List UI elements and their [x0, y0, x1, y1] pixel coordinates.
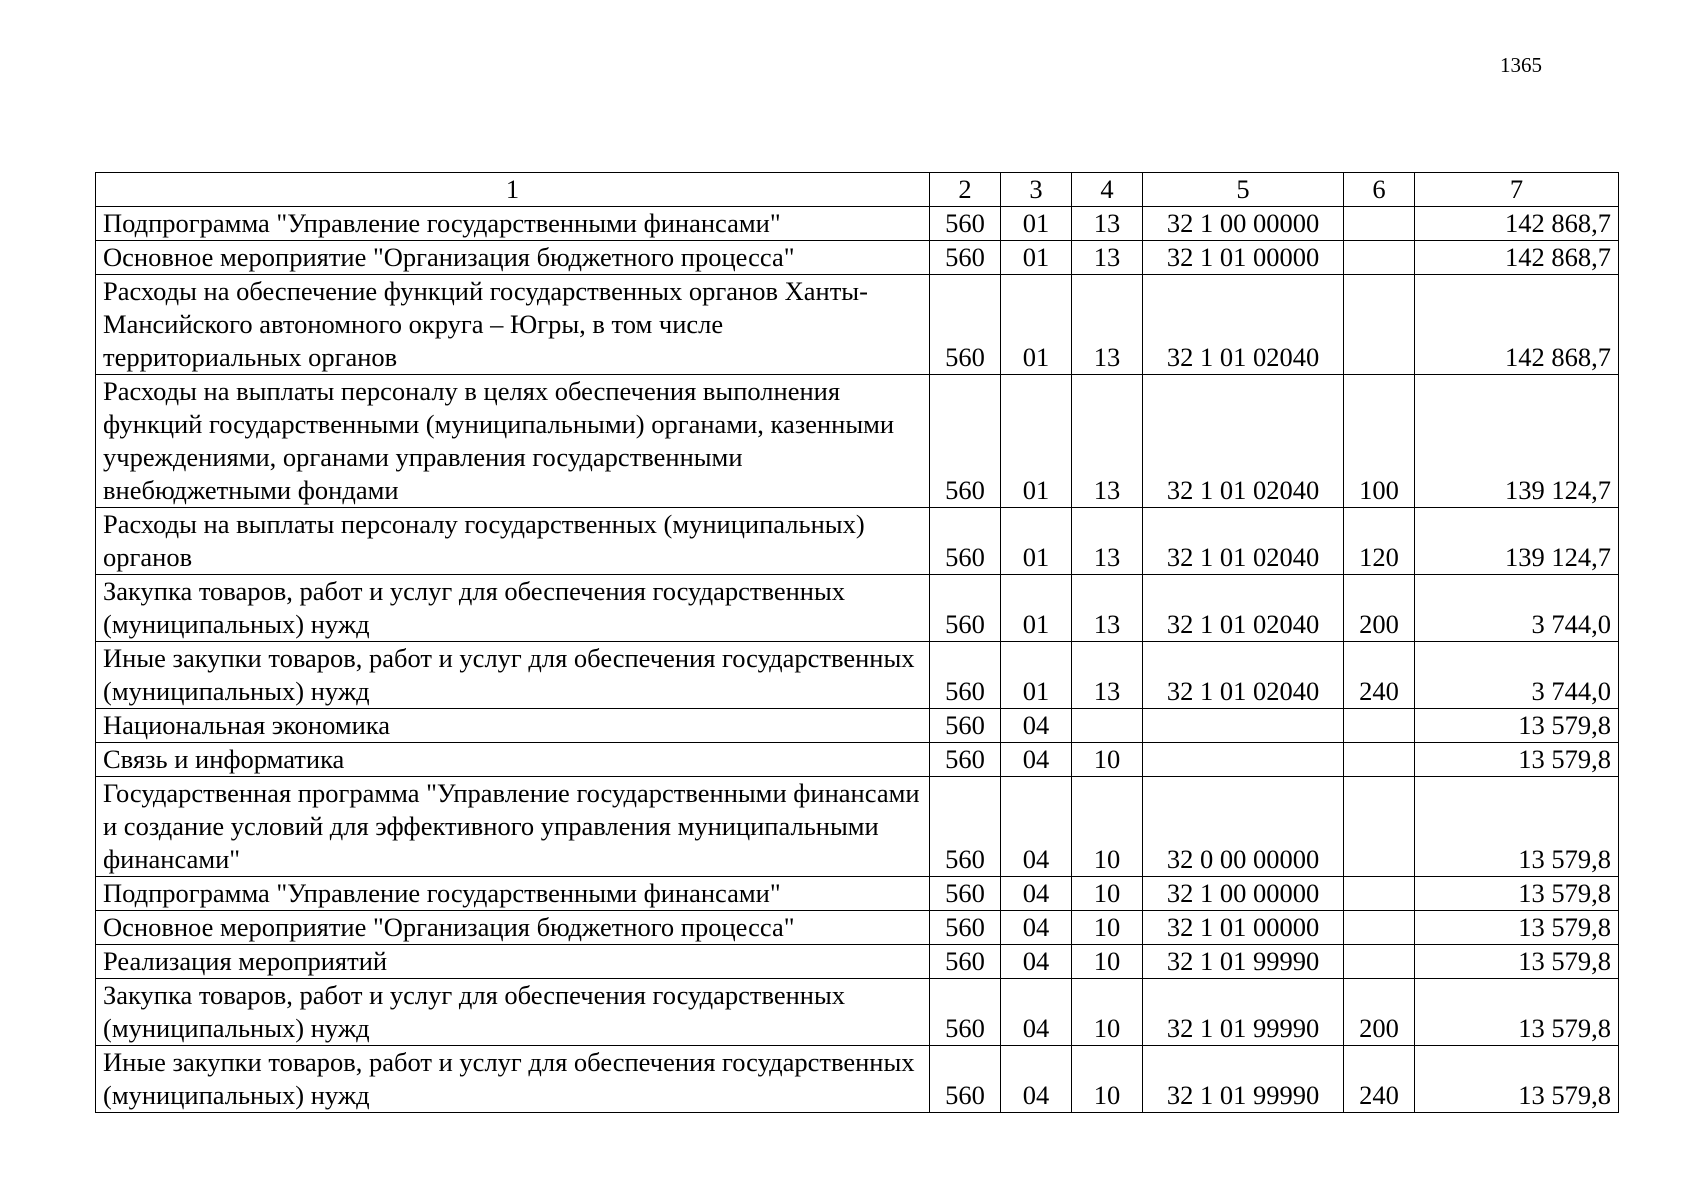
- ministry-code-cell: 560: [930, 1046, 1001, 1113]
- ministry-code-cell: 560: [930, 777, 1001, 877]
- subsection-code-cell: 10: [1072, 911, 1143, 945]
- subsection-code-cell: 10: [1072, 877, 1143, 911]
- target-article-code-cell: 32 1 00 00000: [1143, 877, 1344, 911]
- section-code-cell: 04: [1001, 743, 1072, 777]
- table-row: [96, 275, 1619, 375]
- table-row: [96, 877, 1619, 911]
- item-name-cell: Иные закупки товаров, работ и услуг для обеспечения государственных (муниципальных) нужд: [96, 1046, 930, 1113]
- header-cell-5: 5: [1143, 173, 1344, 207]
- expense-type-code-cell: [1344, 777, 1415, 877]
- item-name-cell: Подпрограмма "Управление государственными финансами": [96, 877, 930, 911]
- section-code-cell: 01: [1001, 275, 1072, 375]
- item-name-cell: Расходы на обеспечение функций государственных органов Ханты-Мансийского автономного округа – Югры, в том числе территориальных органов: [96, 275, 930, 375]
- target-article-code-cell: 32 1 01 02040: [1143, 575, 1344, 642]
- expense-type-code-cell: 240: [1344, 1046, 1415, 1113]
- section-code-cell: 04: [1001, 1046, 1072, 1113]
- target-article-code-cell: 32 1 01 99990: [1143, 945, 1344, 979]
- ministry-code-cell: 560: [930, 709, 1001, 743]
- table-row: [96, 1046, 1619, 1113]
- table-row: [96, 241, 1619, 275]
- section-code-cell: 04: [1001, 877, 1072, 911]
- ministry-code-cell: 560: [930, 911, 1001, 945]
- expense-type-code-cell: [1344, 945, 1415, 979]
- table-body: [96, 173, 1619, 1113]
- subsection-code-cell: 13: [1072, 575, 1143, 642]
- item-name-cell: Государственная программа "Управление государственными финансами и создание условий для эффективного управления муниципальными финансами": [96, 777, 930, 877]
- item-name-cell: Национальная экономика: [96, 709, 930, 743]
- subsection-code-cell: 10: [1072, 777, 1143, 877]
- subsection-code-cell: 10: [1072, 743, 1143, 777]
- table-row: [96, 575, 1619, 642]
- amount-cell: 13 579,8: [1415, 877, 1619, 911]
- section-code-cell: 01: [1001, 575, 1072, 642]
- amount-cell: 13 579,8: [1415, 1046, 1619, 1113]
- section-code-cell: 01: [1001, 508, 1072, 575]
- ministry-code-cell: 560: [930, 375, 1001, 508]
- header-cell-3: 3: [1001, 173, 1072, 207]
- target-article-code-cell: [1143, 743, 1344, 777]
- section-code-cell: 04: [1001, 911, 1072, 945]
- item-name-cell: Иные закупки товаров, работ и услуг для обеспечения государственных (муниципальных) нужд: [96, 642, 930, 709]
- item-name-cell: Основное мероприятие "Организация бюджетного процесса": [96, 241, 930, 275]
- expense-type-code-cell: 100: [1344, 375, 1415, 508]
- header-cell-2: 2: [930, 173, 1001, 207]
- expense-type-code-cell: [1344, 241, 1415, 275]
- expense-type-code-cell: [1344, 743, 1415, 777]
- ministry-code-cell: 560: [930, 508, 1001, 575]
- subsection-code-cell: 13: [1072, 508, 1143, 575]
- table-row: [96, 642, 1619, 709]
- item-name-cell: Расходы на выплаты персоналу государственных (муниципальных) органов: [96, 508, 930, 575]
- table-row: [96, 777, 1619, 877]
- subsection-code-cell: [1072, 709, 1143, 743]
- amount-cell: 13 579,8: [1415, 911, 1619, 945]
- subsection-code-cell: 13: [1072, 275, 1143, 375]
- ministry-code-cell: 560: [930, 575, 1001, 642]
- expense-type-code-cell: 200: [1344, 979, 1415, 1046]
- subsection-code-cell: 10: [1072, 1046, 1143, 1113]
- header-cell-6: 6: [1344, 173, 1415, 207]
- target-article-code-cell: 32 1 01 99990: [1143, 1046, 1344, 1113]
- amount-cell: 13 579,8: [1415, 709, 1619, 743]
- section-code-cell: 04: [1001, 979, 1072, 1046]
- item-name-cell: Закупка товаров, работ и услуг для обеспечения государственных (муниципальных) нужд: [96, 575, 930, 642]
- budget-table: [95, 172, 1619, 1113]
- section-code-cell: 04: [1001, 945, 1072, 979]
- target-article-code-cell: 32 1 01 02040: [1143, 375, 1344, 508]
- amount-cell: 13 579,8: [1415, 979, 1619, 1046]
- item-name-cell: Основное мероприятие "Организация бюджетного процесса": [96, 911, 930, 945]
- page-number: 1365: [1500, 53, 1542, 77]
- amount-cell: 3 744,0: [1415, 642, 1619, 709]
- ministry-code-cell: 560: [930, 877, 1001, 911]
- header-cell-4: 4: [1072, 173, 1143, 207]
- target-article-code-cell: 32 1 01 99990: [1143, 979, 1344, 1046]
- table-row: [96, 979, 1619, 1046]
- table-row: [96, 945, 1619, 979]
- target-article-code-cell: 32 0 00 00000: [1143, 777, 1344, 877]
- ministry-code-cell: 560: [930, 743, 1001, 777]
- target-article-code-cell: 32 1 00 00000: [1143, 207, 1344, 241]
- amount-cell: 139 124,7: [1415, 508, 1619, 575]
- item-name-cell: Связь и информатика: [96, 743, 930, 777]
- expense-type-code-cell: [1344, 207, 1415, 241]
- amount-cell: 142 868,7: [1415, 241, 1619, 275]
- expense-type-code-cell: [1344, 709, 1415, 743]
- expense-type-code-cell: 120: [1344, 508, 1415, 575]
- section-code-cell: 01: [1001, 375, 1072, 508]
- amount-cell: 13 579,8: [1415, 945, 1619, 979]
- target-article-code-cell: 32 1 01 02040: [1143, 275, 1344, 375]
- header-cell-7: 7: [1415, 173, 1619, 207]
- subsection-code-cell: 13: [1072, 207, 1143, 241]
- amount-cell: 142 868,7: [1415, 207, 1619, 241]
- expense-type-code-cell: [1344, 275, 1415, 375]
- ministry-code-cell: 560: [930, 207, 1001, 241]
- ministry-code-cell: 560: [930, 275, 1001, 375]
- table-row: [96, 911, 1619, 945]
- table-row: [96, 709, 1619, 743]
- expense-type-code-cell: [1344, 911, 1415, 945]
- item-name-cell: Подпрограмма "Управление государственными финансами": [96, 207, 930, 241]
- table-row: [96, 743, 1619, 777]
- item-name-cell: Расходы на выплаты персоналу в целях обеспечения выполнения функций государственными (муниципальными) органами, казенными учреждениями, органами управления государственными внебюджетными фондами: [96, 375, 930, 508]
- ministry-code-cell: 560: [930, 945, 1001, 979]
- amount-cell: 3 744,0: [1415, 575, 1619, 642]
- section-code-cell: 01: [1001, 642, 1072, 709]
- target-article-code-cell: 32 1 01 00000: [1143, 241, 1344, 275]
- amount-cell: 142 868,7: [1415, 275, 1619, 375]
- subsection-code-cell: 10: [1072, 979, 1143, 1046]
- item-name-cell: Закупка товаров, работ и услуг для обеспечения государственных (муниципальных) нужд: [96, 979, 930, 1046]
- table-header-row: [96, 173, 1619, 207]
- section-code-cell: 01: [1001, 207, 1072, 241]
- subsection-code-cell: 13: [1072, 375, 1143, 508]
- subsection-code-cell: 13: [1072, 241, 1143, 275]
- header-cell-1: 1: [96, 173, 930, 207]
- expense-type-code-cell: 200: [1344, 575, 1415, 642]
- ministry-code-cell: 560: [930, 642, 1001, 709]
- amount-cell: 13 579,8: [1415, 777, 1619, 877]
- target-article-code-cell: 32 1 01 02040: [1143, 508, 1344, 575]
- expense-type-code-cell: [1344, 877, 1415, 911]
- target-article-code-cell: [1143, 709, 1344, 743]
- table-row: [96, 508, 1619, 575]
- subsection-code-cell: 10: [1072, 945, 1143, 979]
- expense-type-code-cell: 240: [1344, 642, 1415, 709]
- amount-cell: 139 124,7: [1415, 375, 1619, 508]
- section-code-cell: 01: [1001, 241, 1072, 275]
- subsection-code-cell: 13: [1072, 642, 1143, 709]
- target-article-code-cell: 32 1 01 02040: [1143, 642, 1344, 709]
- table-row: [96, 207, 1619, 241]
- ministry-code-cell: 560: [930, 241, 1001, 275]
- section-code-cell: 04: [1001, 777, 1072, 877]
- ministry-code-cell: 560: [930, 979, 1001, 1046]
- table-row: [96, 375, 1619, 508]
- section-code-cell: 04: [1001, 709, 1072, 743]
- target-article-code-cell: 32 1 01 00000: [1143, 911, 1344, 945]
- item-name-cell: Реализация мероприятий: [96, 945, 930, 979]
- amount-cell: 13 579,8: [1415, 743, 1619, 777]
